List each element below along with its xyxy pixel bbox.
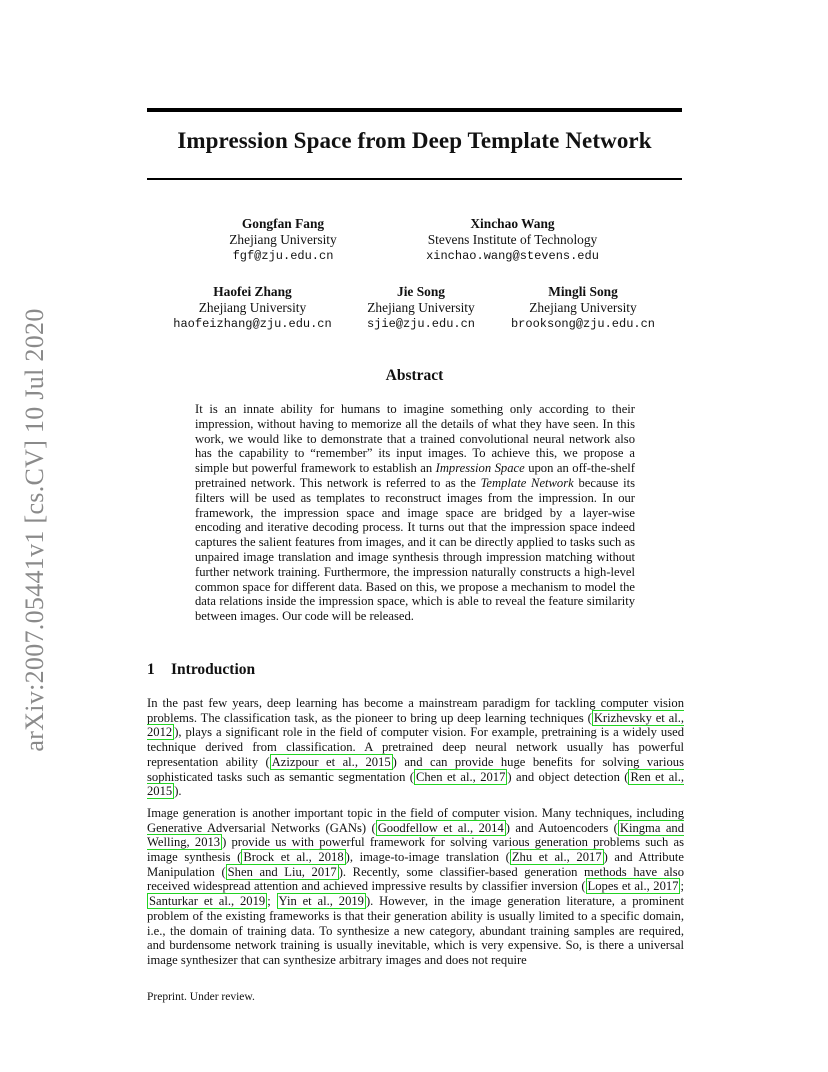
citation-link[interactable]: Brock et al., 2018 [243,850,344,865]
author-block [198,216,368,264]
author-name: Xinchao Wang [470,216,555,231]
author-affiliation: Zhejiang University [529,300,637,315]
body-paragraph: Image generation is another important topic in the field of computer vision. Many techniques, including Generative Adversarial Networks (GANs) ( Goodfellow et al., 2014 ) and Autoencoders ( Kingma and Welling, 2013 ) provide us with powerful framework for solving various generation problems such as image synthesis ( Brock et al., 2018 ), image-to-image translation ( Zhu et al., 2017 ) and Attribute Manipulation ( Shen and Liu, 2017 ). Recently, some classifier-based generation methods have also received widespread attention and achieved impressive results by classifier inversion ( Lopes et al., 2017 ; Santurkar et al., 2019 ; Yin et al., 2019 ). However, in the image generation literature, a prominent problem of the existing frameworks is that their generation ability is usually limited to a specific domain, i.e., the domain of training data. To synthesize a new category, abundant training samples are required, and burdensome network training is usually inevitable, which is very expensive. So, is there a universal image synthesizer that can synthesize arbitrary images and does not require [147,805,685,967]
author-email[interactable]: xinchao.wang@stevens.edu [426,249,599,263]
citation-link[interactable]: Kingma and Welling, 2013 [147,820,685,850]
paper-title: Impression Space from Deep Template Network [177,128,652,153]
italic-term: Template Network [480,475,574,490]
author-affiliation: Stevens Institute of Technology [427,232,598,247]
abstract-heading: Abstract [385,367,444,384]
author-block [355,284,487,332]
author-email[interactable]: haofeizhang@zju.edu.cn [173,317,332,331]
citation-link[interactable]: Krizhevsky et al., 2012 [147,710,685,740]
title-top-rule [147,108,682,112]
citation-link[interactable]: Shen and Liu, 2017 [227,864,337,879]
author-block [165,284,340,332]
body-paragraph: In the past few years, deep learning has become a mainstream paradigm for tackling computer vision problems. The classification task, as the pioneer to bring up deep learning techniques ( Krizhevsky et al., 2012 ), plays a significant role in the field of computer vision. For example, pretraining is a widely used technique derived from classification. A pretrained deep neural network usually has powerful representation ability ( Azizpour et al., 2015 ) and can provide huge benefits for solving various sophisticated tasks such as semantic segmentation ( Chen et al., 2017 ) and object detection ( Ren et al., 2015 ). [147,696,685,799]
author-name: Haofei Zhang [213,284,292,299]
citation-link[interactable]: Goodfellow et al., 2014 [377,820,504,835]
citation-link[interactable]: Ren et al., 2015 [147,769,684,799]
author-block [410,216,615,264]
title-bottom-rule [147,178,682,180]
author-affiliation: Zhejiang University [229,232,337,247]
author-affiliation: Zhejiang University [198,300,307,315]
author-email[interactable]: brooksong@zju.edu.cn [510,317,656,331]
abstract-body [195,402,635,624]
section-number: 1 [147,661,155,678]
citation-link[interactable]: Azizpour et al., 2015 [271,754,391,769]
author-affiliation: Zhejiang University [367,300,475,315]
author-email[interactable]: sjie@zju.edu.cn [366,317,476,331]
footer-note: Preprint. Under review. [147,991,255,1003]
section-title: Introduction [171,661,256,678]
italic-term: Impression Space [435,461,525,476]
citation-link[interactable]: Zhu et al., 2017 [511,850,602,865]
citation-link[interactable]: Santurkar et al., 2019 [149,894,266,909]
section-heading [147,661,255,679]
author-block [502,284,664,332]
author-email[interactable]: fgf@zju.edu.cn [232,249,334,263]
citation-link[interactable]: Yin et al., 2019 [278,894,364,909]
author-name: Mingli Song [548,284,618,299]
abstract-paragraph: It is an innate ability for humans to imagine something only according to their impression, without having to memorize all the details of what they have seen. In this work, we would like to demonstrate that a trained convolutional neural network also has the capability to “remember” its input images. To achieve this, we propose a simple but powerful framework to establish an Impression Space upon an off-the-shelf pretrained network. This network is referred to as the Template Network because its filters will be used as templates to reconstruct images from the impression. In our framework, the impression space and image space are bridged by a layer-wise encoding and iterative decoding process. It turns out that the impression space indeed captures the salient features from images, and it can be directly applied to tasks such as unpaired image translation and image synthesis through impression matching without further network training. Furthermore, the impression naturally constructs a high-level common space for different data. Based on this, we propose a mechanism to model the data relations inside the impression space, which is able to reveal the feature similarity between images. Our code will be released. [195,402,635,624]
author-name: Gongfan Fang [241,216,325,231]
citation-link[interactable]: Lopes et al., 2017 [587,879,679,894]
author-name: Jie Song [397,284,445,299]
citation-link[interactable]: Chen et al., 2017 [415,769,506,784]
introduction-body [147,696,684,975]
arxiv-stamp[interactable]: arXiv:2007.05441v1 [cs.CV] 10 Jul 2020 [20,308,49,752]
